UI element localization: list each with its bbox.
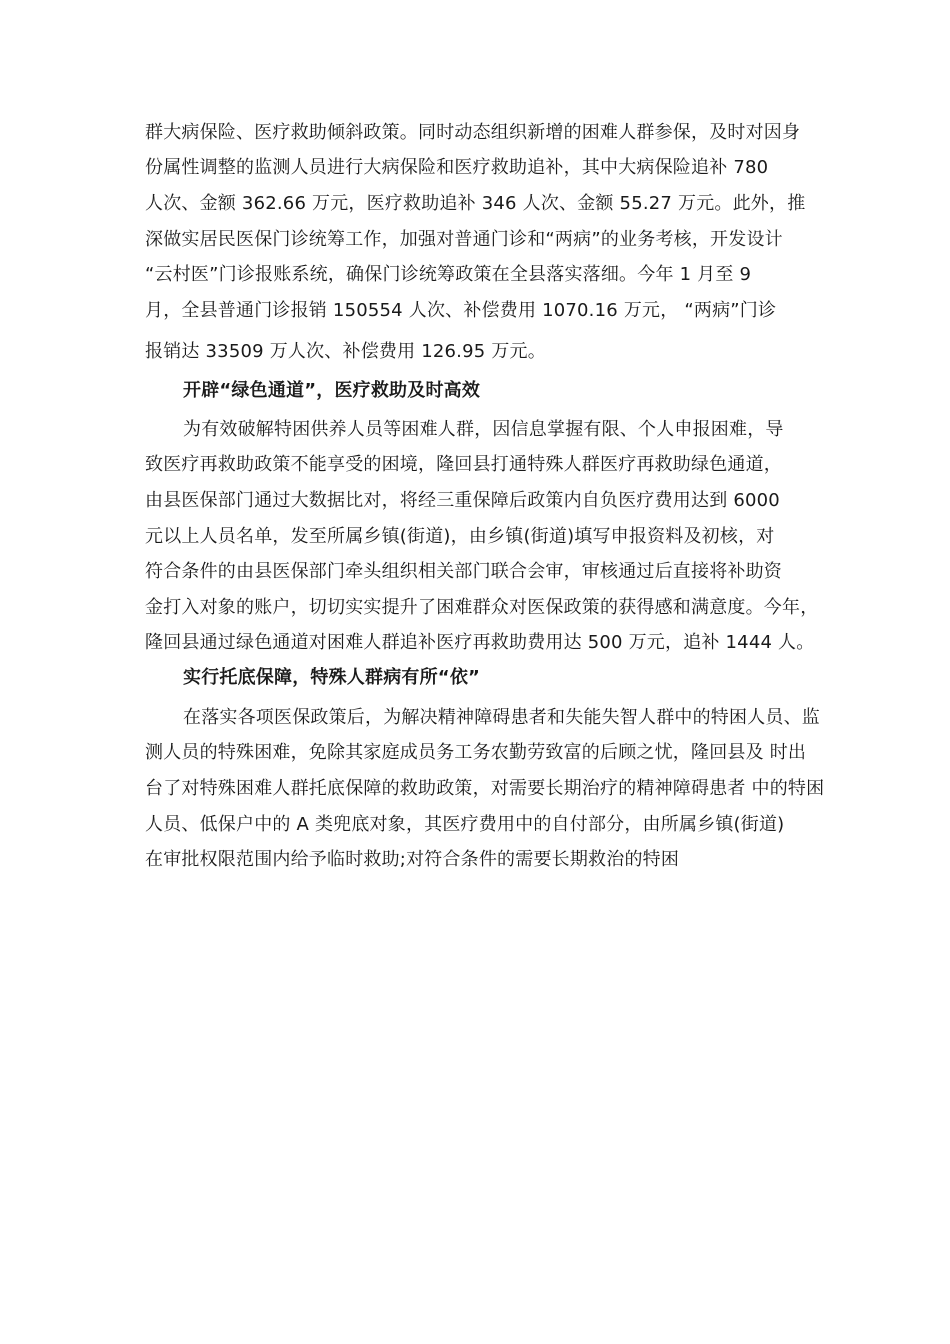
paragraph-1-line-5: “云村医”门诊报账系统，确保门诊统筹政策在全县落实落细。今年 1 月至 9 <box>145 264 752 285</box>
paragraph-3-line-2: 测人员的特殊困难，免除其家庭成员务工务农勤劳致富的后顾之忧，隆回县及 时出 <box>145 742 807 763</box>
paragraph-2-line-4: 元以上人员名单，发至所属乡镇(街道)，由乡镇(街道)填写申报资料及初核，对 <box>145 526 775 547</box>
paragraph-3-line-4: 人员、低保户中的 A 类兜底对象，其医疗费用中的自付部分，由所属乡镇(街道) <box>145 814 785 835</box>
paragraph-1-line-7: 报销达 33509 万人次、补偿费用 126.95 万元。 <box>145 341 546 362</box>
section-heading-safety-net: 实行托底保障，特殊人群病有所“依” <box>183 667 481 688</box>
paragraph-2-line-6: 金打入对象的账户，切切实实提升了困难群众对医保政策的获得感和满意度。今年， <box>145 597 819 618</box>
paragraph-2-line-1: 为有效破解特困供养人员等困难人群，因信息掌握有限、个人申报困难，导 <box>183 419 784 440</box>
paragraph-2-line-2: 致医疗再救助政策不能享受的困境，隆回县打通特殊人群医疗再救助绿色通道， <box>145 454 782 475</box>
paragraph-2-line-5: 符合条件的由县医保部门牵头组织相关部门联合会审，审核通过后直接将补助资 <box>145 561 782 582</box>
paragraph-2-line-7: 隆回县通过绿色通道对困难人群追补医疗再救助费用达 500 万元，追补 1444 人。 <box>145 632 815 653</box>
paragraph-3-line-1: 在落实各项医保政策后，为解决精神障碍患者和失能失智人群中的特困人员、监 <box>183 707 820 728</box>
section-heading-green-channel: 开辟“绿色通道”，医疗救助及时高效 <box>183 380 481 401</box>
paragraph-1-line-1: 群大病保险、医疗救助倾斜政策。同时动态组织新增的困难人群参保，及时对因身 <box>145 122 801 143</box>
paragraph-1-line-3: 人次、金额 362.66 万元，医疗救助追补 346 人次、金额 55.27 万元。此外，推 <box>145 193 806 214</box>
paragraph-1-line-4: 深做实居民医保门诊统筹工作，加强对普通门诊和“两病”的业务考核，开发设计 <box>145 229 783 250</box>
paragraph-1-line-6: 月，全县普通门诊报销 150554 人次、补偿费用 1070.16 万元， “两病”门诊 <box>145 300 777 321</box>
paragraph-1-line-2: 份属性调整的监测人员进行大病保险和医疗救助追补，其中大病保险追补 780 <box>145 157 769 178</box>
paragraph-3-line-5: 在审批权限范围内给予临时救助;对符合条件的需要长期救治的特困 <box>145 849 680 870</box>
paragraph-2-line-3: 由县医保部门通过大数据比对，将经三重保障后政策内自负医疗费用达到 6000 <box>145 490 780 511</box>
paragraph-3-line-3: 台了对特殊困难人群托底保障的救助政策，对需要长期治疗的精神障碍患者 中的特困 <box>145 778 825 799</box>
